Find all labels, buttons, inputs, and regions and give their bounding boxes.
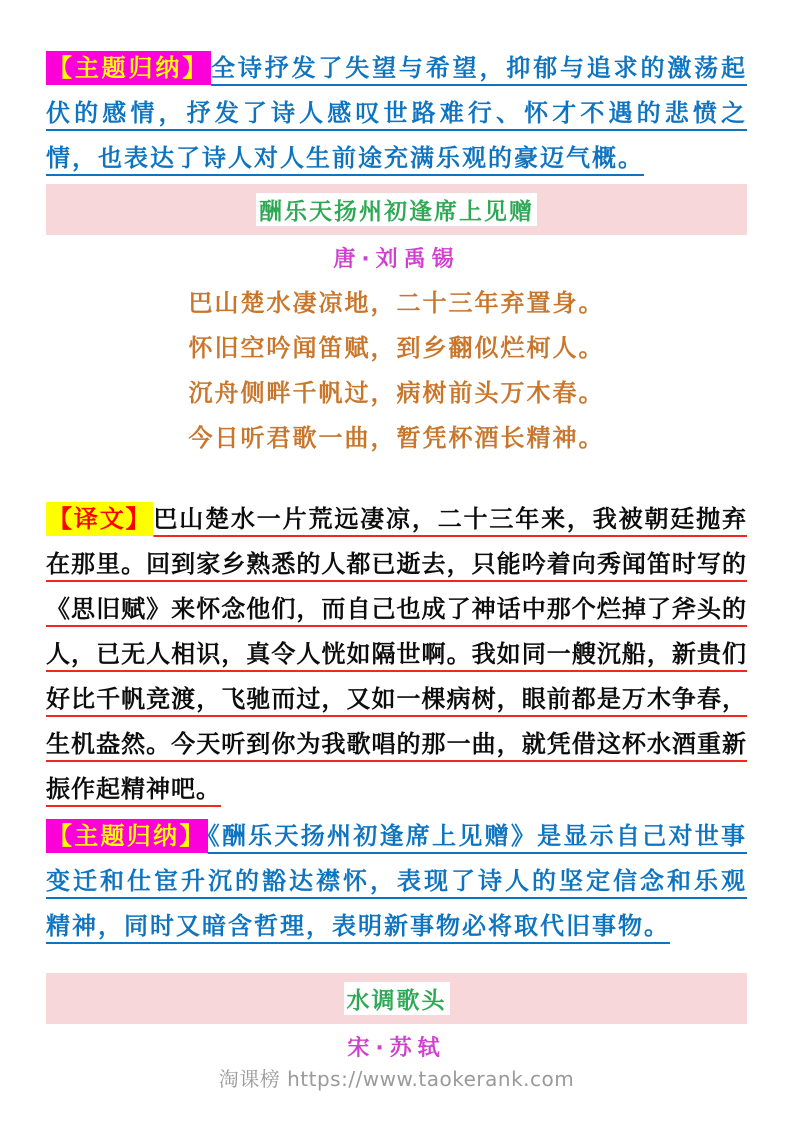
translation-label: 【译文】 (46, 502, 153, 536)
theme-summary-2 (46, 814, 747, 949)
theme-2-text: 《酬乐天扬州初逢席上见赠》是显示自己对世事变迁和仕宦升沉的豁达襟怀，表现了诗人的坚定信念和乐观精神，同时又暗含哲理，表明新事物必将取代旧事物。 (46, 822, 748, 940)
poem-2-title: 水调歌头 (344, 982, 450, 1015)
poem-1-title-band (46, 184, 747, 235)
theme-1-label: 【主题归纳】 (46, 51, 211, 85)
poem-1-author: 唐·刘禹锡 (333, 247, 460, 272)
poem-2-author: 宋·苏轼 (347, 1036, 446, 1061)
translation-paragraph (46, 497, 747, 812)
footer-watermark-text: 淘课榜 https://www.taokerank.com (218, 1067, 575, 1091)
poem-line: 怀旧空吟闻笛赋，到乡翻似烂柯人。 (188, 334, 605, 362)
translation-text: 巴山楚水一片荒远凄凉，二十三年来，我被朝廷抛弃在那里。回到家乡熟悉的人都已逝去，只能吟着向秀闻笛时写的《思旧赋》来怀念他们，而自己也成了神话中那个烂掉了斧头的人，已无人相识，真令人恍如隔世啊。我如同一艘沉船，新贵们好比千帆竞渡，飞驰而过，又如一棵病树，眼前都是万木争春，生机盎然。今天听到你为我歌唱的那一曲，就凭借这杯水酒重新振作起精神吧。 (46, 505, 748, 803)
page-footer (0, 1063, 793, 1092)
theme-2-label: 【主题归纳】 (46, 819, 208, 853)
theme-1-text: 全诗抒发了失望与希望，抑郁与追求的激荡起伏的感情，抒发了诗人感叹世路难行、怀才不遇的悲愤之情，也表达了诗人对人生前途充满乐观的豪迈气概。 (46, 54, 748, 172)
poem-1-title: 酬乐天扬州初逢席上见赠 (256, 193, 537, 226)
poem-line: 沉舟侧畔千帆过，病树前头万木春。 (188, 379, 605, 407)
theme-summary-1 (46, 46, 747, 181)
poem-line: 巴山楚水凄凉地，二十三年弃置身。 (188, 289, 605, 317)
poem-line: 今日听君歌一曲，暂凭杯酒长精神。 (188, 424, 605, 452)
poem-2-title-band (46, 973, 747, 1024)
poem-1-body (46, 281, 747, 461)
